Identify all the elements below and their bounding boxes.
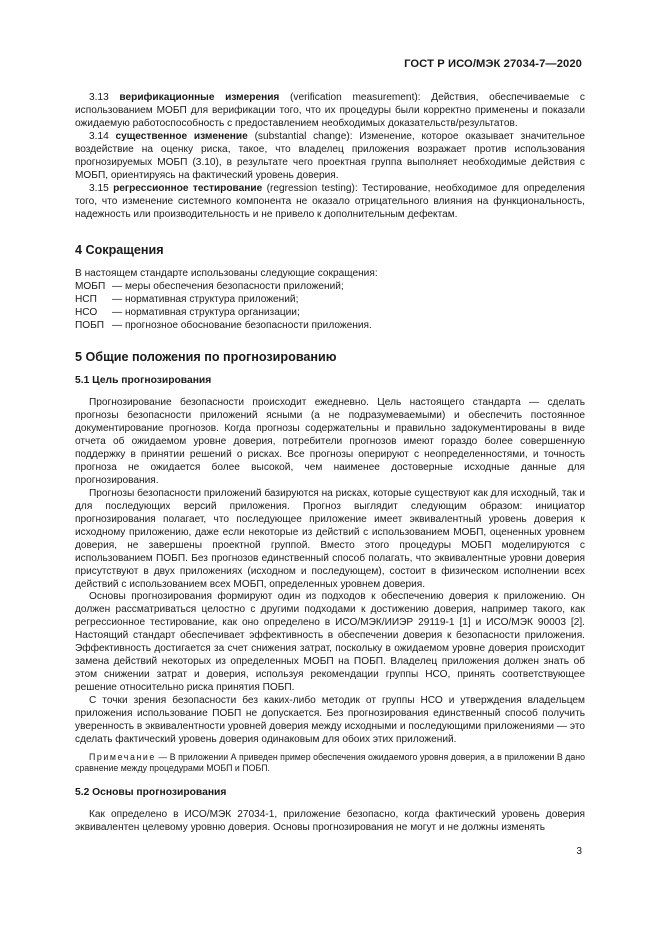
- abbreviations-intro: В настоящем стандарте использованы следующие сокращения:: [75, 268, 378, 280]
- definition-text: Тестирование, необходимое для определения того, что изменение системного компонента не оказало отрицательного влияния на функциональность, надежность или производительность и не привело к дополнительным дефектам.: [75, 182, 585, 220]
- paragraph: Как определено в ИСО/МЭК 27034-1, приложение безопасно, когда фактический уровень доверия эквивалентен целевому уровню доверия. Основы прогнозирования не могут и не должны изменять: [75, 809, 585, 833]
- page-number: 3: [576, 846, 582, 857]
- abbreviation-row: [75, 320, 585, 333]
- standard-header: ГОСТ Р ИСО/МЭК 27034-7—2020: [404, 58, 582, 70]
- note-text: — В приложении А приведен пример обеспечения ожидаемого уровня доверия, а в приложении В дано сравнение между процедурами МОБП и ПОБП.: [75, 751, 585, 774]
- definition-english: (substantial change):: [254, 130, 353, 142]
- abbreviation-desc: — нормативная структура приложений;: [112, 294, 299, 306]
- paragraph: С точки зрения безопасности без каких-либо методик от группы НСО и утверждения владельцем приложения использование ПОБП не допускается. Без прогнозирования единственный способ получить уверенность в эквивалентности уровней доверия между исходными и последующими приложениями — это сделать фактический уровень доверия одинаковым для обоих этих приложений.: [75, 695, 585, 745]
- definition-text: Изменение, которое оказывает значительное воздействие на оценку риска, такое, что владелец приложения возражает против использования прогнозируемых МОБП (3.10), в результате чего проектная группа выполняет необходимые действия с МОБП, ориентируясь на фактический уровень доверия.: [75, 130, 585, 181]
- note: [75, 752, 585, 775]
- definition-text: Действия, обеспечиваемые с использованием МОБП для верификации того, что их процедуры были корректно применены и показали ожидаемую работоспособность с предоставлением необходимых доказательств/результатов.: [75, 92, 585, 129]
- paragraph: Основы прогнозирования формируют один из подходов к обеспечению доверия к приложению. Он должен рассматриваться целостно с другими подходами к достижению доверия, например такого, как регрессионное тестирование, как оно определено в ИСО/МЭК/ИИЭР 29119-1 [1] и ИСО/МЭК 90003 [2]. Настоящий стандарт обеспечивает эффективность в обеспечении доверия к безопасности приложения. Эффективность достигается за счет снижения затрат, поскольку в ожидаемом уровне доверия происходит замена действий некоторых из определенных МОБП на ПОБП. Владелец приложения должен знать об этом снижении затрат и доверия, используя рекомендации группы НСО, принять соответствующее решение относительно риска принятия ПОБП.: [75, 591, 585, 694]
- definition-number: 3.15: [89, 182, 109, 194]
- definition-english: (regression testing):: [266, 182, 358, 194]
- abbreviation-desc: — меры обеспечения безопасности приложений;: [112, 281, 344, 293]
- subsection-5-1-title: 5.1 Цель прогнозирования: [75, 375, 212, 387]
- subsection-5-2-title: 5.2 Основы прогнозирования: [75, 787, 227, 799]
- definition-term: существенное изменение: [115, 130, 248, 142]
- abbreviation-desc: — прогнозное обоснование безопасности приложения.: [112, 320, 372, 332]
- section-4-title: 4 Сокращения: [75, 242, 164, 257]
- definition-term: верификационные измерения: [119, 92, 280, 103]
- abbreviation-row: [75, 294, 585, 307]
- section-5-title: 5 Общие положения по прогнозированию: [75, 350, 337, 365]
- abbreviation-key: МОБП: [75, 281, 106, 293]
- definition-3-14: [75, 131, 585, 183]
- abbreviation-desc: — нормативная структура организации;: [112, 307, 300, 319]
- abbreviation-row: [75, 281, 585, 294]
- definition-term: регрессионное тестирование: [113, 182, 263, 194]
- definition-number: 3.14: [89, 130, 109, 142]
- abbreviation-key: НСО: [75, 307, 98, 319]
- abbreviation-key: ПОБП: [75, 320, 105, 332]
- abbreviation-row: [75, 307, 585, 320]
- definition-number: 3.13: [89, 92, 109, 103]
- definition-3-13: [75, 92, 585, 131]
- paragraph: Прогнозирование безопасности происходит ежедневно. Цель настоящего стандарта — сделать прогнозы безопасности приложений ясными (а не подразумеваемыми) и обеспечить постоянное документирование прогнозов. Когда прогнозы содержательны и правильно задокументированы в виде отчета об ожидаемом уровне доверия, потребители прогнозов имеют гораздо более совершенную поддержку в принятии решений о рисках. Все прогнозы оперируют с неопределенностями, и точность прогноза не ожидается более высокой, чем наименее достоверные исходные данные для прогнозирования.: [75, 397, 585, 486]
- page-content: [75, 92, 585, 835]
- definition-english: (verification measurement):: [290, 92, 421, 103]
- abbreviation-key: НСП: [75, 294, 97, 306]
- note-label: Примечание: [89, 751, 156, 762]
- paragraph: Прогнозы безопасности приложений базируются на рисках, которые существуют как для исходный, так и для последующих версий приложения. Прогноз выглядит следующим образом: инициатор прогнозирования полагает, что последующее приложение имеет эквивалентный уровень доверия к исходному приложению, даже если некоторые из действий с использованием МОБП, оцененных уровнем доверия, не завершены проектной группой. Вместо этого процедуры МОБП моделируются с использованием ПОБП. Без прогнозов единственный способ полагать, что эквивалентные уровни доверия присутствуют в двух приложениях (исходном и последующем), состоит в физическом исполнении всех действий с использованием всех МОБП, определенных уровнем доверия.: [75, 487, 585, 590]
- definition-3-15: [75, 183, 585, 222]
